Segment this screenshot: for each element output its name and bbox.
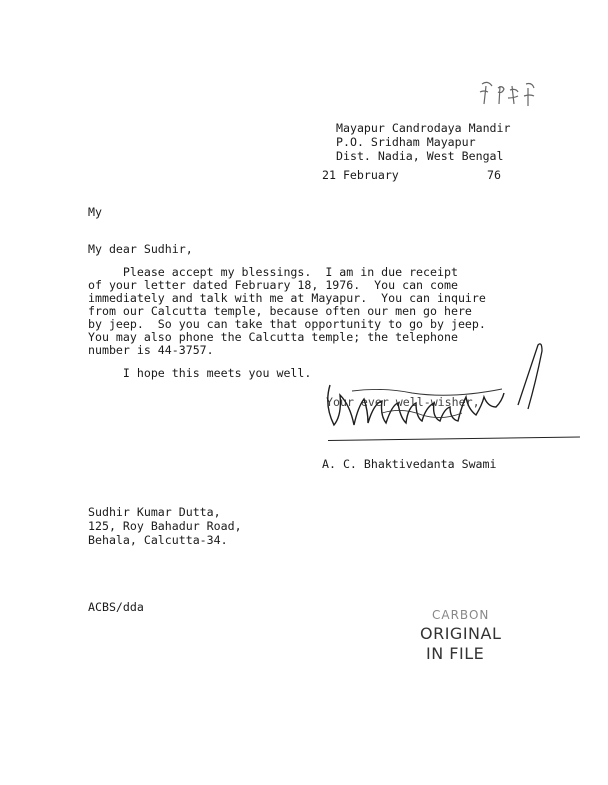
top-stamp-mark	[474, 78, 544, 112]
body-line-4: from our Calcutta temple, because often our men go here	[88, 304, 472, 318]
date-year: 76	[487, 168, 501, 182]
recipient-line-3: Behala, Calcutta-34.	[88, 533, 228, 547]
body-line-1: Please accept my blessings. I am in due receipt	[88, 265, 458, 279]
stamp-carbon: CARBON	[432, 608, 490, 622]
recipient-line-1: Sudhir Kumar Dutta,	[88, 505, 221, 519]
body-line-3: immediately and talk with me at Mayapur. You can inquire	[88, 291, 486, 305]
stamp-in-file: IN FILE	[426, 644, 485, 663]
body-line-5: by jeep. So you can take that opportunity to go by jeep.	[88, 317, 486, 331]
closing-phrase: Your ever well-wisher,	[326, 395, 480, 409]
address-line-2: P.O. Sridham Mayapur	[336, 135, 476, 149]
body-line-6: You may also phone the Calcutta temple; the telephone	[88, 330, 458, 344]
address-line-3: Dist. Nadia, West Bengal	[336, 149, 504, 163]
recipient-line-2: 125, Roy Bahadur Road,	[88, 519, 242, 533]
stamp-original: ORIGINAL	[420, 624, 502, 643]
closing-line: I hope this meets you well.	[88, 366, 312, 380]
address-line-1: Mayapur Candrodaya Mandir	[336, 121, 511, 135]
salutation: My dear Sudhir,	[88, 242, 193, 256]
reference-initials: ACBS/dda	[88, 600, 144, 614]
sender-name: A. C. Bhaktivedanta Swami	[322, 457, 497, 471]
signature-icon	[322, 343, 558, 435]
initial-mark: My	[88, 205, 102, 219]
date-day-month: 21 February	[322, 168, 399, 182]
signature-rule	[328, 436, 580, 441]
body-line-2: of your letter dated February 18, 1976. You can come	[88, 278, 458, 292]
stamp-scribble-icon	[474, 78, 544, 112]
body-line-7: number is 44-3757.	[88, 343, 214, 357]
